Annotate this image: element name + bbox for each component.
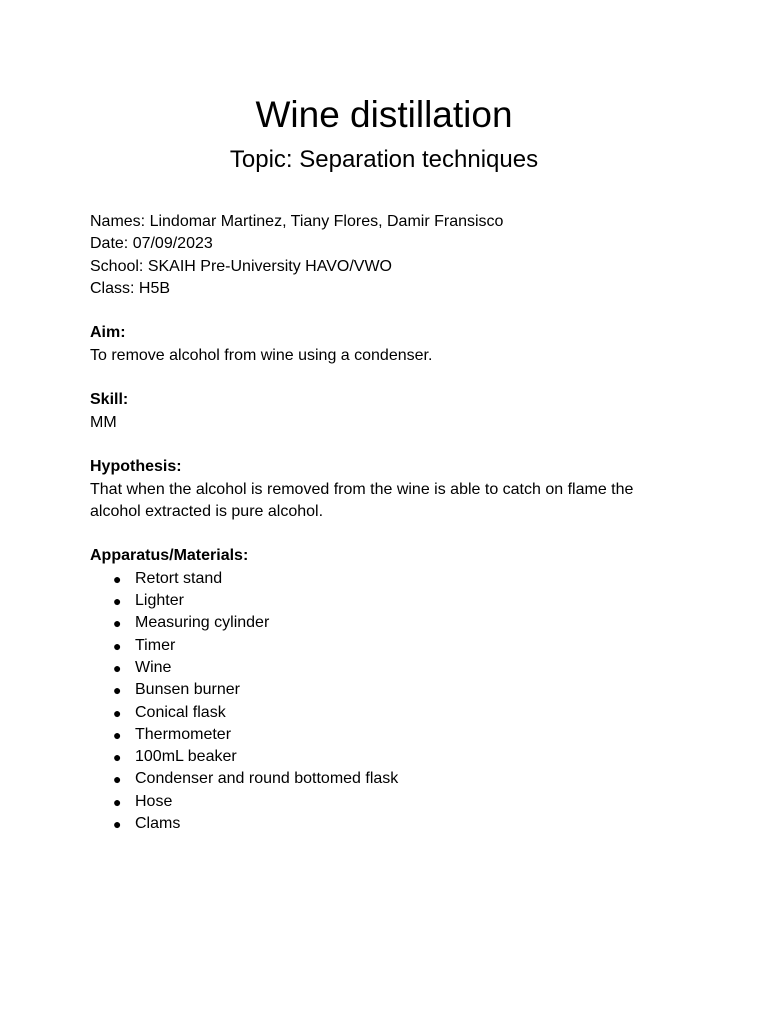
list-item [90, 791, 690, 813]
date-line: Date: 07/09/2023 [90, 235, 213, 253]
school-line: School: SKAIH Pre-University HAVO/VWO [90, 257, 392, 275]
list-item [90, 657, 690, 679]
apparatus-list [90, 568, 690, 836]
names-line: Names: Lindomar Martinez, Tiany Flores, Damir Fransisco [90, 213, 504, 230]
document-subtitle: Topic: Separation techniques [229, 146, 539, 173]
bullet-icon: ● [113, 570, 122, 587]
list-item-label: Timer [135, 636, 176, 654]
list-item [90, 702, 690, 724]
hypothesis-text: That when the alcohol is removed from the wine is able to catch on flame the alcohol extracted is pure alcohol. [90, 480, 634, 520]
list-item [90, 590, 690, 612]
aim-heading: Aim: [90, 324, 126, 342]
spacer [90, 523, 690, 545]
list-item [90, 679, 690, 701]
bullet-icon: ● [113, 771, 122, 788]
skill-heading: Skill: [90, 391, 129, 409]
list-item-label: Conical flask [135, 703, 226, 721]
bullet-icon: ● [113, 593, 122, 610]
list-item [90, 724, 690, 746]
list-item-label: Lighter [135, 592, 184, 610]
skill-text: MM [90, 413, 117, 431]
spacer [90, 434, 690, 456]
class-line: Class: H5B [90, 279, 171, 297]
aim-text: To remove alcohol from wine using a condenser. [90, 346, 433, 364]
list-item-label: Bunsen burner [135, 681, 240, 699]
apparatus-heading: Apparatus/Materials: [90, 547, 249, 565]
list-item-label: Measuring cylinder [135, 614, 270, 632]
list-item-label: Clams [135, 815, 181, 833]
list-item-label: Retort stand [135, 569, 223, 587]
bullet-icon: ● [113, 793, 122, 810]
bullet-icon: ● [113, 726, 122, 743]
hypothesis-heading: Hypothesis: [90, 458, 182, 476]
bullet-icon: ● [113, 659, 122, 676]
bullet-icon: ● [113, 637, 122, 654]
list-item [90, 768, 690, 790]
list-item [90, 746, 690, 768]
list-item [90, 568, 690, 590]
list-item [90, 612, 690, 634]
list-item [90, 813, 690, 835]
bullet-icon: ● [113, 749, 122, 766]
list-item-label: 100mL beaker [135, 748, 237, 766]
document-body [90, 211, 690, 835]
bullet-icon: ● [113, 615, 122, 632]
document-title: Wine distillation [255, 94, 513, 135]
list-item-label: Thermometer [135, 725, 232, 743]
list-item-label: Wine [135, 658, 172, 676]
bullet-icon: ● [113, 682, 122, 699]
list-item [90, 635, 690, 657]
bullet-icon: ● [113, 816, 122, 833]
spacer [90, 300, 690, 322]
list-item-label: Hose [135, 792, 173, 810]
spacer [90, 367, 690, 389]
bullet-icon: ● [113, 704, 122, 721]
list-item-label: Condenser and round bottomed flask [135, 770, 399, 788]
